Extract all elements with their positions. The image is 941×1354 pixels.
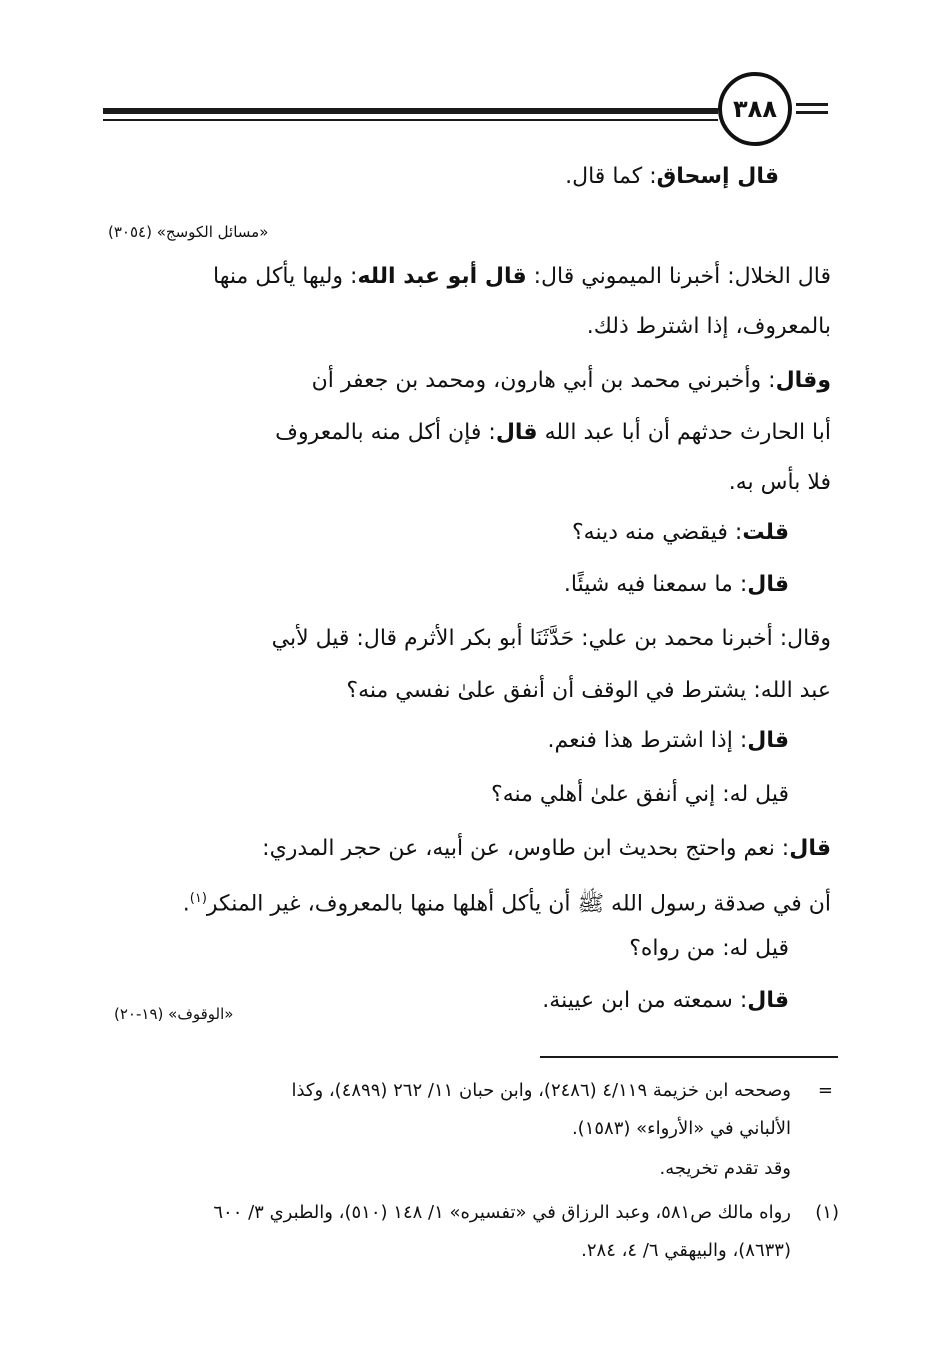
source-ref-2: «الوقوف» (١٩-٢٠) [114, 1005, 234, 1023]
line-8-a: قال [747, 572, 789, 597]
header-rule-right-lower [796, 111, 828, 114]
line-5-a: أبا الحارث حدثهم أن أبا عبد الله [537, 420, 831, 445]
speaker-ishaq: قال إسحاق [656, 164, 779, 189]
line-8-b: : ما سمعنا فيه شيئًا. [563, 572, 748, 597]
line-7-a: قلت [742, 520, 789, 545]
line-2-b: قال أبو عبد الله [357, 264, 527, 289]
line-1-text: : كما قال. [565, 164, 657, 189]
header-rule-thick [103, 108, 718, 114]
text-line-16 [542, 986, 789, 1016]
text-line-7 [572, 518, 789, 548]
text-line-14: أن في صدقة رسول الله ﷺ أن يأكل أهلها منها بالمعروف، غير المنكر$^{(١)}$. [182, 891, 831, 917]
text-line-2 [213, 262, 831, 292]
line-2-a: قال الخلال: أخبرنا الميموني قال: [526, 264, 831, 289]
footnote-1-line-2: (٨٦٣٣)، والبيهقي ٦/ ٤، ٢٨٤. [581, 1240, 791, 1261]
line-13-b: : نعم واحتج بحديث ابن طاوس، عن أبيه، عن حجر المدري: [262, 836, 790, 861]
text-line-5 [275, 418, 831, 448]
page-number-badge [718, 72, 792, 146]
line-11-b: : إذا اشترط هذا فنعم. [547, 728, 748, 753]
line-13-a: قال [789, 836, 831, 861]
line-16-b: : سمعته من ابن عيينة. [542, 988, 748, 1013]
footnote-separator [540, 1056, 838, 1058]
line-4-b: : وأخبرني محمد بن أبي هارون، ومحمد بن جعفر أن [311, 368, 776, 393]
footnote-0-line-3: وقد تقدم تخريجه. [659, 1158, 791, 1179]
header-rule-right-upper [796, 103, 828, 106]
line-11-a: قال [747, 728, 789, 753]
line-7-b: : فيقضي منه دينه؟ [571, 520, 743, 545]
text-line-3: بالمعروف، إذا اشترط ذلك. [586, 314, 831, 339]
text-line-11 [547, 726, 789, 756]
line-2-c: : وليها يأكل منها [213, 264, 358, 289]
text-line-4 [312, 366, 831, 396]
footnote-1-line-1: رواه مالك ص٥٨١، وعبد الرزاق في «تفسيره» ١/ ١٤٨ (٥١٠)، والطبري ٣/ ٦٠٠ [213, 1202, 791, 1223]
text-line-13 [262, 834, 831, 864]
text-line-8 [564, 570, 789, 600]
source-ref-1: «مسائل الكوسج» (٣٠٥٤) [108, 223, 269, 241]
footnote-ref-1[interactable]: (١) [189, 891, 207, 906]
text-line-1 [565, 162, 779, 192]
text-line-15: قيل له: من رواه؟ [629, 936, 789, 961]
page-number: ٣٨٨ [733, 95, 777, 123]
header-rule-thin [103, 119, 718, 121]
line-5-b: قال [495, 420, 538, 445]
line-14-text: أن في صدقة رسول الله ﷺ أن يأكل أهلها منها بالمعروف، غير المنكر [206, 891, 831, 917]
text-line-12: قيل له: إني أنفق علىٰ أهلي منه؟ [491, 782, 789, 807]
line-4-a: وقال [775, 368, 831, 393]
footnote-0-line-2: الألباني في «الأرواء» (١٥٨٣). [571, 1118, 791, 1139]
text-line-10: عبد الله: يشترط في الوقف أن أنفق علىٰ نفسي منه؟ [346, 678, 831, 703]
text-line-9: وقال: أخبرنا محمد بن علي: حَدَّثَنَا أبو بكر الأثرم قال: قيل لأبي [271, 626, 831, 651]
footnote-0-line-1: وصححه ابن خزيمة ٤/١١٩ (٢٤٨٦)، وابن حبان ١١/ ٢٦٢ (٤٨٩٩)، وكذا [291, 1080, 791, 1101]
text-line-6: فلا بأس به. [728, 470, 831, 495]
footnote-1-number: (١) [815, 1202, 839, 1223]
line-16-a: قال [747, 988, 789, 1013]
footnote-continuation-mark: = [817, 1080, 833, 1101]
line-5-c: : فإن أكل منه بالمعروف [275, 420, 496, 445]
